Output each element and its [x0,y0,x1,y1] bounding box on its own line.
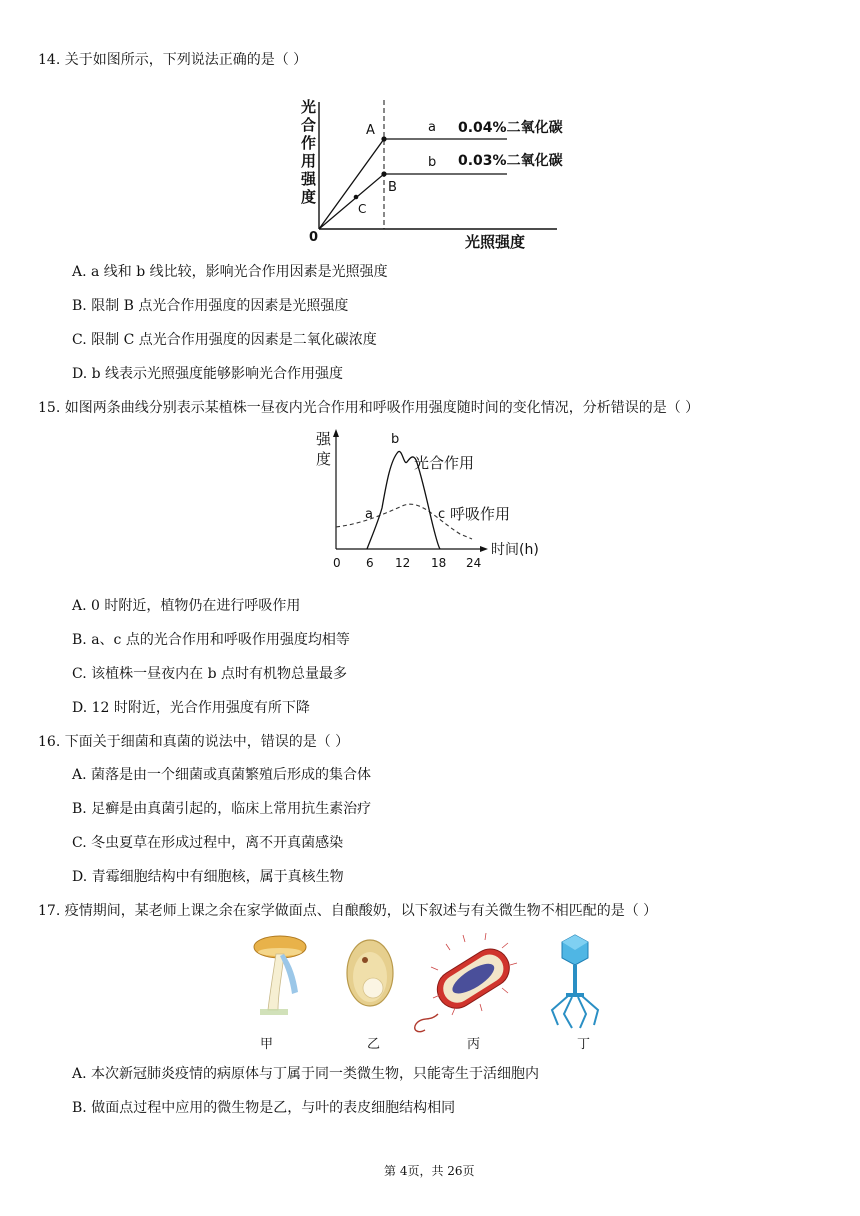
q14-ylabel-2: 作 [301,134,317,152]
q14-ylabel-4: 强 [301,170,317,188]
bacterium-icon [415,933,517,1032]
q15-option-a: A. 0 时附近，植物仍在进行呼吸作用 [72,598,301,614]
q14-ylabel-5: 度 [301,188,317,206]
q14-stem: 14. 关于如图所示，下列说法正确的是（ ） [38,52,308,68]
q17-label-ding: 丁 [577,1037,591,1052]
q15-ylabel-0: 强 [316,430,332,448]
q14-point-A [381,136,386,141]
q15-option-d: D. 12 时附近，光合作用强度有所下降 [72,700,310,716]
q15-resp-label: 呼吸作用 [450,505,511,523]
q16-option-c: C. 冬虫夏草在形成过程中，离不开真菌感染 [72,835,344,851]
q15-tick-12: 12 [395,556,411,570]
q14-line-a-label: 0.04%二氧化碳 [458,120,563,136]
q15-y-arrow [333,429,339,437]
q15-photo-label: 光合作用 [414,454,475,472]
q14-line-b [319,174,507,229]
page-footer: 第 4页，共 26页 [384,1164,475,1178]
q14-option-a: A. a 线和 b 线比较，影响光合作用因素是光照强度 [72,264,388,280]
q14-line-b-label: 0.03%二氧化碳 [458,153,563,169]
q16-option-a: A. 菌落是由一个细菌或真菌繁殖后形成的集合体 [72,767,372,783]
q17-option-b: B. 做面点过程中应用的微生物是乙，与叶的表皮细胞结构相同 [72,1100,456,1116]
q15-point-a: a [365,507,373,522]
q15-ylabel-1: 度 [316,450,332,468]
q16-stem: 16. 下面关于细菌和真菌的说法中，错误的是（ ） [38,734,350,750]
q14-ylabel-0: 光 [301,98,317,116]
q15-tick-6: 6 [366,556,374,570]
q17-figure [240,930,620,1055]
q14-ylabel-3: 用 [301,152,317,170]
q14-option-d: D. b 线表示光照强度能够影响光合作用强度 [72,366,344,382]
q14-line-b-letter: b [428,155,437,170]
q14-chart [295,92,570,252]
q14-xlabel: 光照强度 [465,233,526,251]
q15-xlabel: 时间(h) [491,542,539,558]
q14-option-c: C. 限制 C 点光合作用强度的因素是二氧化碳浓度 [72,332,377,348]
q14-label-C: C [358,202,367,216]
q15-point-c: c [438,507,446,522]
q14-label-B: B [388,180,397,195]
q17-label-yi: 乙 [367,1037,381,1052]
q14-ylabel-1: 合 [301,116,317,134]
q17-option-a: A. 本次新冠肺炎疫情的病原体与丁属于同一类微生物，只能寄生于活细胞内 [72,1066,540,1082]
q17-label-jia: 甲 [260,1037,274,1052]
yeast-cell-icon [347,940,393,1006]
q15-chart [310,426,550,572]
q14-label-A: A [366,123,375,138]
q14-point-C [354,195,359,200]
mushroom-icon [254,936,306,1015]
q17-stem: 17. 疫情期间，某老师上课之余在家学做面点、自酿酸奶，以下叙述与有关微生物不相匹配的是（ ） [38,903,658,919]
q17-label-bing: 丙 [467,1037,481,1052]
q15-option-c: C. 该植株一昼夜内在 b 点时有机物总量最多 [72,666,347,682]
q14-line-a-letter: a [428,120,436,135]
q16-option-b: B. 足癣是由真菌引起的，临床上常用抗生素治疗 [72,801,372,817]
bacteriophage-icon [552,935,598,1028]
q16-option-d: D. 青霉细胞结构中有细胞核，属于真核生物 [72,869,344,885]
q15-tick-18: 18 [431,556,447,570]
q15-tick-24: 24 [466,556,482,570]
q14-origin: 0 [309,230,319,245]
q15-option-b: B. a、c 点的光合作用和呼吸作用强度均相等 [72,632,350,648]
q14-point-B [381,171,386,176]
q15-point-b: b [391,432,400,447]
q15-x-arrow [480,546,488,552]
q14-option-b: B. 限制 B 点光合作用强度的因素是光照强度 [72,298,349,314]
q15-tick-0: 0 [333,556,341,570]
q15-stem: 15. 如图两条曲线分别表示某植株一昼夜内光合作用和呼吸作用强度随时间的变化情况，分析错误的是（ ） [38,400,700,416]
